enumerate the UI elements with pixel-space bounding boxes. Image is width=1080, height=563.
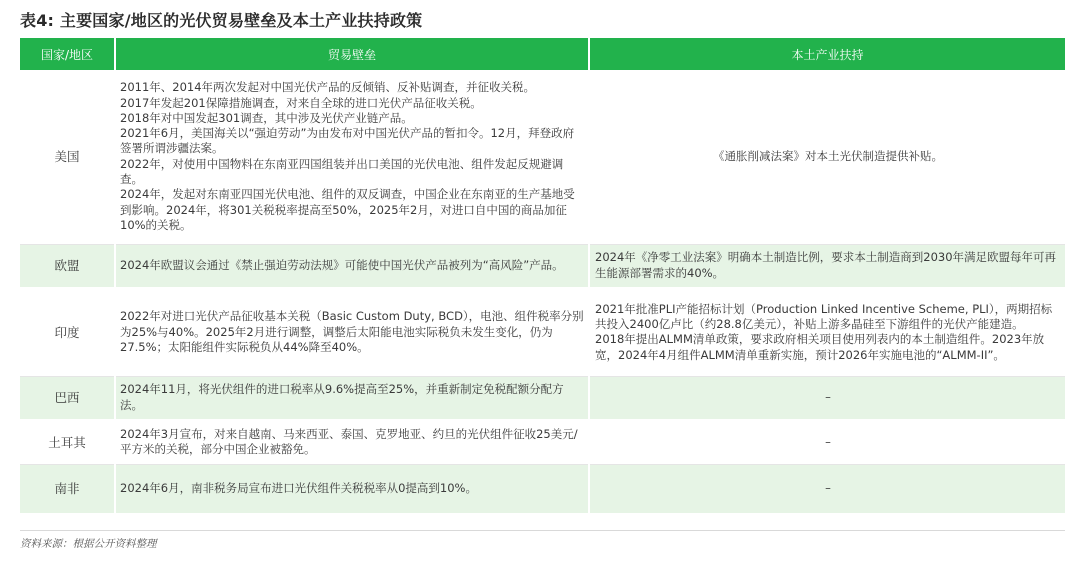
trade-barrier-text: 2024年11月，将光伏组件的进口税率从9.6%提高至25%，并重新制定免税配额分配方法。 [120,382,564,412]
country-cell: 欧盟 [20,244,115,288]
local-support-cell: – [589,376,1065,420]
trade-barrier-cell [115,244,589,288]
header-country: 国家/地区 [20,38,115,70]
trade-barrier-text: 2021年6月，美国海关以“强迫劳动”为由发布对中国光伏产品的暂扣令。12月，拜登政府签署所谓涉疆法案。 [120,126,575,156]
local-support-cell: 《通胀削减法案》对本土光伏制造提供补贴。 [589,70,1065,244]
country-cell: 美国 [20,70,115,244]
trade-barrier-cell [115,288,589,376]
local-support-cell: 2021年批准PLI产能招标计划（Production Linked Incentive Scheme, PLI），两期招标共投入2400亿卢比（约28.8亿美元），补贴上游多晶硅至下游组件的光伏产能建造。 2018年提出ALMM清单政策，要求政府相关项目使用列表内的本土制造组件。2023年放宽，2024年4月组件ALMM清单重新实施，预计2026年实施电池的“ALMM-II”。 [589,288,1065,376]
table-row [20,288,1065,376]
trade-barrier-text: 2022年对进口光伏产品征收基本关税（Basic Custom Duty, BCD），电池、组件税率分别为25%与40%。2025年2月进行调整，调整后太阳能电池实际税负未发生变化，仍为27.5%；太阳能组件实际税负从44%降至40%。 [120,309,584,354]
local-support-cell: – [589,420,1065,464]
trade-barrier-text: 2022年，对使用中国物料在东南亚四国组装并出口美国的光伏电池、组件发起反规避调查。 [120,156,564,187]
country-cell: 南非 [20,464,115,514]
trade-barrier-cell [115,376,589,420]
table-body [20,70,1065,514]
table-row [20,70,1065,244]
source-note: 资料来源：根据公开资料整理 [20,538,157,550]
table-header-row [20,38,1065,70]
trade-barrier-text: 2024年欧盟议会通过《禁止强迫劳动法规》可能使中国光伏产品被列为“高风险”产品。 [120,258,564,273]
header-local-support: 本土产业扶持 [589,38,1065,70]
trade-barrier-text: 2024年6月，南非税务局宣布进口光伏组件关税税率从0提高到10%。 [120,481,477,496]
trade-barrier-text: 2011年、2014年两次发起对中国光伏产品的反倾销、反补贴调查，并征收关税。 [120,80,536,95]
local-support-cell: – [589,464,1065,514]
country-cell: 土耳其 [20,420,115,464]
trade-barrier-cell [115,70,589,244]
table-row [20,376,1065,420]
trade-barrier-cell [115,464,589,514]
trade-barrier-text: 2024年3月宣布，对来自越南、马来西亚、泰国、克罗地亚、约旦的光伏组件征收25美元/平方米的关税，部分中国企业被豁免。 [120,426,578,457]
trade-barrier-text: 2017年发起201保障措施调查，对来自全球的进口光伏产品征收关税。 [120,95,482,110]
trade-barrier-text: 2018年对中国发起301调查，其中涉及光伏产业链产品。 [120,110,413,125]
trade-barrier-cell [115,420,589,464]
table-title: 表4: 主要国家/地区的光伏贸易壁垒及本土产业扶持政策 [20,11,423,30]
table-row [20,420,1065,464]
local-support-cell: 2024年《净零工业法案》明确本土制造比例，要求本土制造商到2030年满足欧盟每年可再生能源部署需求的40%。 [589,244,1065,288]
country-cell: 印度 [20,288,115,376]
table-row [20,244,1065,288]
country-cell: 巴西 [20,376,115,420]
header-trade-barrier: 贸易壁垒 [115,38,589,70]
policy-table [20,38,1065,515]
table-bottom-divider [20,530,1065,531]
table-row [20,464,1065,514]
trade-barrier-text: 2024年，发起对东南亚四国光伏电池、组件的双反调查，中国企业在东南亚的生产基地受到影响。2024年，将301关税税率提高至50%，2025年2月，对进口自中国的商品加征10%的关税。 [120,187,575,232]
